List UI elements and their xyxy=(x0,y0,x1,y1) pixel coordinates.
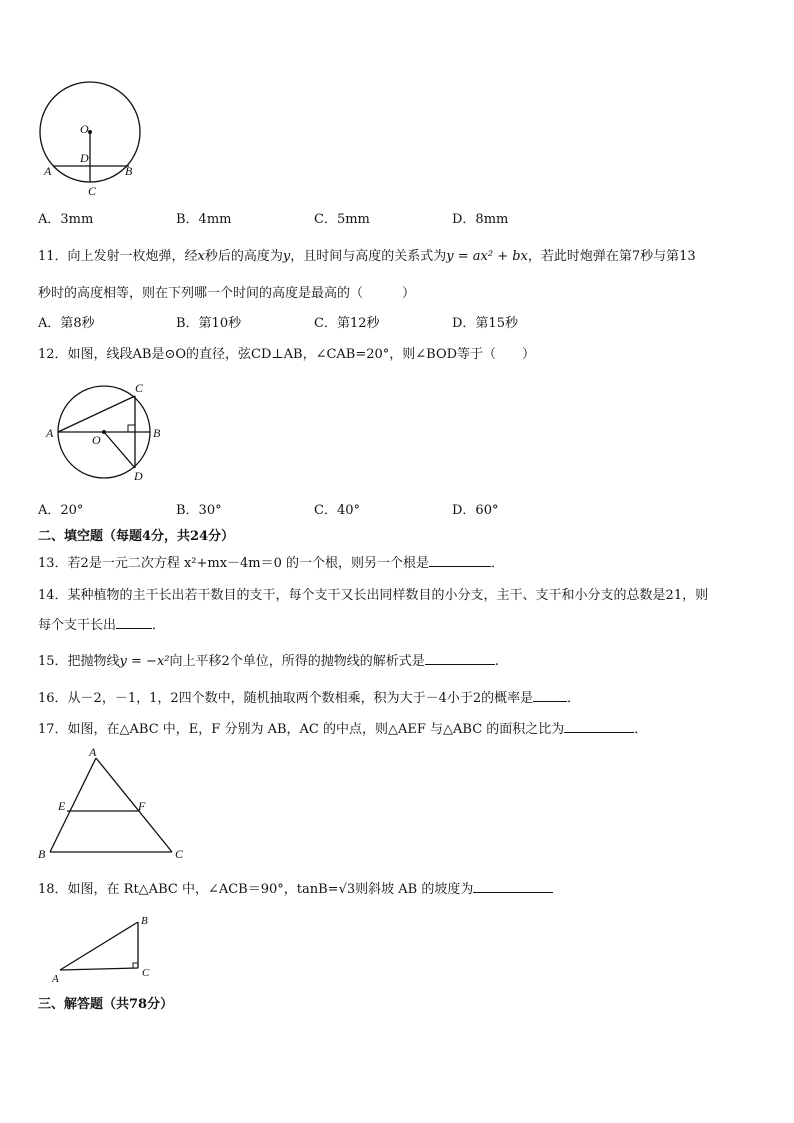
label-o: O xyxy=(92,433,101,447)
q11-formula: y = ax² + bx xyxy=(446,249,528,264)
q12-option-d: D．60° xyxy=(452,503,499,518)
q14-answer-blank xyxy=(116,616,152,629)
q11-option-c: C．第12秒 xyxy=(314,316,380,331)
section-3-title: 三、解答题（共78分） xyxy=(38,997,174,1012)
label-b: B xyxy=(153,426,161,440)
q12-option-a: A．20° xyxy=(38,503,84,518)
q13-answer-blank xyxy=(429,554,491,567)
q14-line1: 14．某种植物的主干长出若干数目的支干，每个支干又长出同样数目的小分支，主干、支干和小分支的总数是21，则 xyxy=(38,588,709,603)
label-a: A xyxy=(44,164,52,178)
label-c: C xyxy=(88,184,97,198)
q12-circle-figure xyxy=(40,376,170,488)
q15-formula: y = −x² xyxy=(119,654,170,669)
label-c: C xyxy=(142,967,150,979)
label-c: C xyxy=(135,381,144,395)
q13: 13．若2是一元二次方程 x²+mx－4m＝0 的一个根，则另一个根是 ． xyxy=(38,556,505,571)
q10-circle-figure xyxy=(36,76,148,200)
q11-option-a: A．第8秒 xyxy=(38,316,95,331)
label-a: A xyxy=(89,745,97,759)
label-b: B xyxy=(141,915,148,927)
q10-option-b: B．4mm xyxy=(176,212,232,227)
q15-answer-blank xyxy=(425,652,495,665)
q12-option-b: B．30° xyxy=(176,503,222,518)
label-o: O xyxy=(80,122,89,136)
q15: 15．把抛物线y = −x²向上平移2个单位，所得的抛物线的解析式是 . xyxy=(38,654,499,669)
q11-option-d: D．第15秒 xyxy=(452,316,518,331)
label-c: C xyxy=(175,847,184,861)
label-d: D xyxy=(80,151,89,165)
q11-option-b: B．第10秒 xyxy=(176,316,242,331)
q17-triangle-figure xyxy=(34,744,194,862)
q18-triangle-figure xyxy=(40,912,160,988)
q10-option-c: C．5mm xyxy=(314,212,370,227)
q18-answer-blank xyxy=(473,880,553,893)
q17: 17．如图，在△ABC 中，E，F 分别为 AB，AC 的中点，则△AEF 与△ABC 的面积之比为 ． xyxy=(38,722,648,737)
label-a: A xyxy=(52,973,59,985)
q10-option-d: D．8mm xyxy=(452,212,509,227)
q12-option-c: C．40° xyxy=(314,503,360,518)
label-b: B xyxy=(125,164,133,178)
q16-answer-blank xyxy=(533,689,567,702)
q12-text: 12．如图，线段AB是⊙O的直径，弦CD⊥AB，∠CAB=20°，则∠BOD等于（ ） xyxy=(38,347,536,362)
section-2-title: 二、填空题（每题4分，共24分） xyxy=(38,529,235,544)
q18: 18．如图，在 Rt△ABC 中，∠ACB＝90°，tanB=√3则斜坡 AB 的坡度为 xyxy=(38,878,553,897)
label-d: D xyxy=(134,469,143,483)
label-b: B xyxy=(38,847,46,861)
q11-line2: 秒时的高度相等，则在下列哪一个时间的高度是最高的（ ） xyxy=(38,286,416,301)
q18-sqrt3: √3 xyxy=(338,882,356,897)
label-e: E xyxy=(58,799,66,813)
q17-answer-blank xyxy=(564,720,634,733)
q11-line1: 11．向上发射一枚炮弹，经x秒后的高度为y，且时间与高度的关系式为y = ax² + bx，若此时炮弹在第7秒与第13 xyxy=(38,249,696,264)
label-f: F xyxy=(138,799,146,813)
q16: 16．从－2，－1，1，2四个数中，随机抽取两个数相乘，积为大于－4小于2的概率是 ． xyxy=(38,691,581,706)
q10-option-a: A．3mm xyxy=(38,212,94,227)
q14-line2: 每个支干长出 ． xyxy=(38,618,166,633)
label-a: A xyxy=(46,426,54,440)
